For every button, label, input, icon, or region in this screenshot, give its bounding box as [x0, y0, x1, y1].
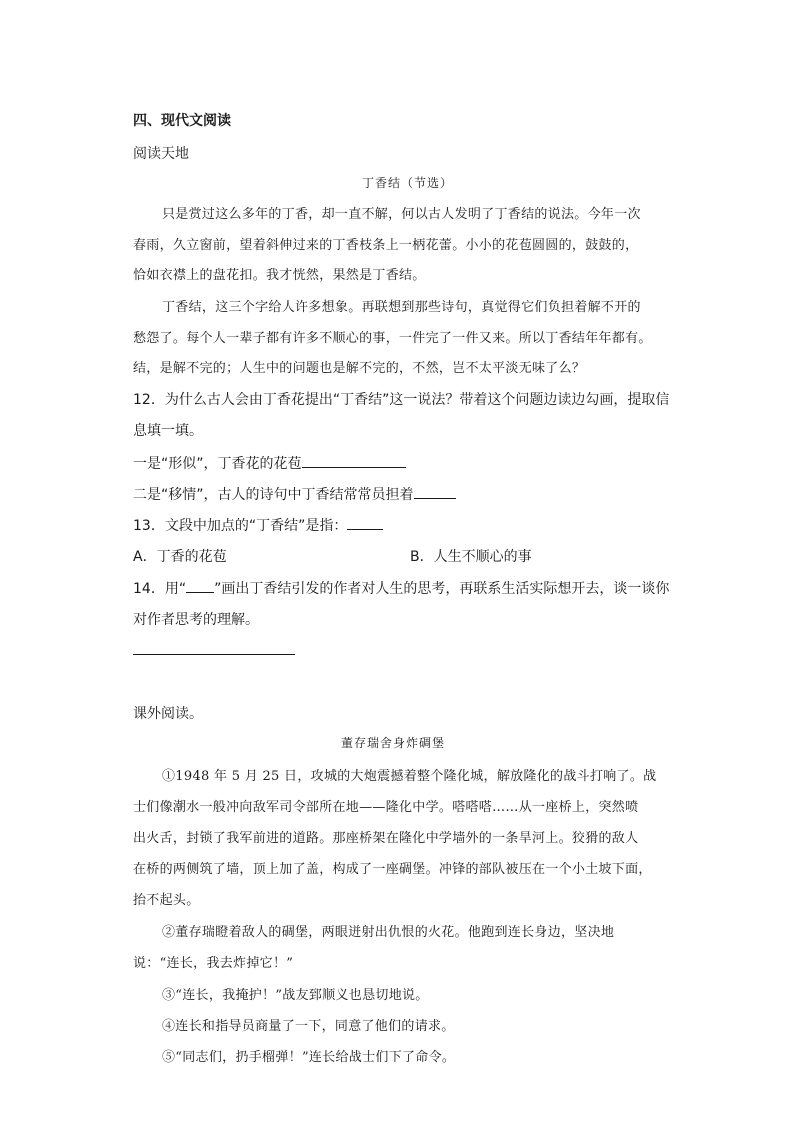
question-13-option-b[interactable]: B．人生不顺心的事 — [410, 549, 532, 565]
passage2-p4: ④连长和指导员商量了一下，同意了他们的请求。 — [162, 1019, 455, 1034]
question-12-item-b — [133, 484, 456, 504]
question-14-line1 — [133, 578, 669, 598]
section-heading: 四、现代文阅读 — [133, 113, 231, 129]
answer-blank-12a[interactable] — [302, 453, 406, 468]
passage2-p2-line1: ②董存瑞瞪着敌人的碉堡，两眼迸射出仇恨的火花。他跑到连长身边，坚决地 — [162, 925, 615, 940]
question-12-line2: 息填一填。 — [133, 423, 203, 439]
passage2-p1-line1: ①1948 年 5 月 25 日，攻城的大炮震撼着整个隆化城，解放隆化的战斗打响了。战 — [162, 769, 657, 784]
passage2-p1-line5: 抬不起头。 — [133, 893, 200, 908]
passage1-p1-line1: 只是赏过这么多年的丁香，却一直不解，何以古人发明了丁香结的说法。今年一次 — [162, 207, 641, 222]
passage1-p2-line3: 结，是解不完的；人生中的问题也是解不完的，不然，岂不太平淡无味了么？ — [133, 361, 586, 376]
question-13-option-a[interactable]: A．丁香的花苞 — [133, 549, 227, 565]
part1-label: 阅读天地 — [133, 146, 189, 162]
question-12-line1: 12．为什么古人会由丁香花提出“丁香结”这一说法？带着这个问题边读边勾画，提取信 — [133, 392, 670, 408]
passage1-p1-line3: 恰如衣襟上的盘花扣。我才恍然，果然是丁香结。 — [133, 268, 426, 283]
passage1-p2-line1: 丁香结，这三个字给人许多想象。再联想到那些诗句，真觉得它们负担着解不开的 — [162, 300, 641, 315]
passage1-title: 丁香结（节选） — [362, 176, 454, 190]
question-13-text: 13．文段中加点的“丁香结”是指： — [133, 518, 348, 534]
passage2-p1-line3: 出火舌，封锁了我军前进的道路。那座桥架在隆化中学墙外的一条旱河上。狡猾的敌人 — [133, 831, 639, 846]
question-13 — [133, 515, 383, 535]
question-12-item-b-text: 二是“移情”，古人的诗句中丁香结常常员担着 — [133, 487, 414, 503]
answer-blank-13[interactable] — [347, 515, 383, 530]
answer-line-14[interactable] — [133, 654, 295, 655]
passage1-p1-line2: 春雨，久立窗前，望着斜伸过来的丁香枝条上一柄花蕾。小小的花苞圆圆的，鼓鼓的， — [133, 238, 639, 253]
question-12-item-a — [133, 453, 406, 473]
question-14-line2: 对作者思考的理解。 — [133, 612, 259, 628]
question-12-item-a-text: 一是“形似”，丁香花的花苞 — [133, 456, 302, 472]
question-14-prefix: 14．用“ — [133, 581, 187, 597]
passage2-p3: ③“连长，我掩护！”战友郅顺义也恳切地说。 — [162, 988, 429, 1003]
question-14-suffix: ”画出丁香结引发的作者对人生的思考，再联系生活实际想开去，谈一谈你 — [214, 581, 670, 597]
underline-mark-sample — [186, 578, 214, 593]
part2-label: 课外阅读。 — [133, 706, 203, 722]
passage2-p2-line2: 说：“连长，我去炸掉它！” — [133, 956, 294, 971]
answer-blank-12b[interactable] — [414, 484, 456, 499]
passage2-p5: ⑤“同志们，扔手榴弹！”连长给战士们下了命令。 — [162, 1050, 456, 1065]
passage1-p2-line2: 愁怨了。每个人一辈子都有许多不顺心的事，一件完了一件又来。所以丁香结年年都有。 — [133, 331, 652, 346]
passage2-p1-line4: 在桥的两侧筑了墙，顶上加了盖，构成了一座碉堡。冲锋的部队被压在一个小土坡下面， — [133, 862, 652, 877]
passage2-title: 董存瑞舍身炸碉堡 — [341, 736, 446, 750]
passage2-p1-line2: 士们像潮水一般冲向敌军司令部所在地——隆化中学。嗒嗒嗒……从一座桥上，突然喷 — [133, 800, 639, 815]
